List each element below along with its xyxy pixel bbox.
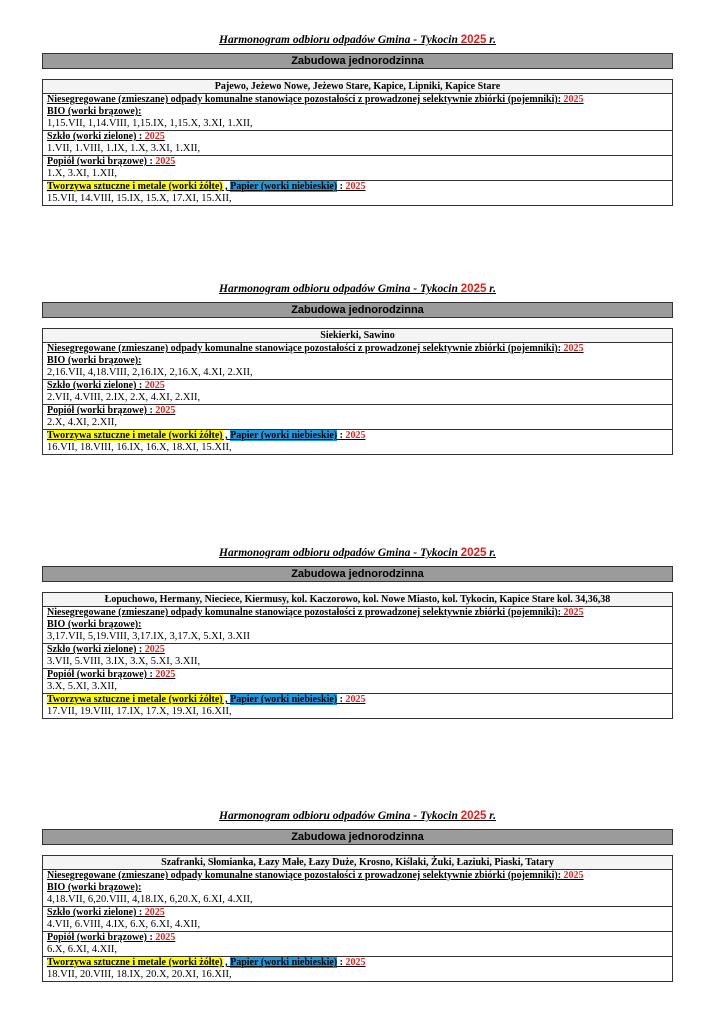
bio-dates: 1,15.VII, 1,14.VIII, 1,15.IX, 1,15.X, 3.XI, 1.XII, <box>47 118 253 129</box>
mixed-bio-row <box>43 343 672 380</box>
schedule-title: Harmonogram odbioru odpadów Gmina - Tykocin 2025 r. <box>219 283 496 295</box>
mixed-bio-row <box>43 607 672 644</box>
bio-label: BIO (worki brązowe): <box>47 882 142 893</box>
glass-label: Szkło (worki zielone) : 2025 <box>47 131 165 142</box>
ash-row <box>43 669 672 694</box>
ash-dates: 2.X, 4.XI, 2.XII, <box>47 417 117 428</box>
plastic-label: Tworzywa sztuczne i metale (worki żółte) <box>47 181 223 192</box>
bio-dates: 2,16.VII, 4,18.VIII, 2,16.IX, 2,16.X, 4.XI, 2.XII, <box>47 367 253 378</box>
glass-label: Szkło (worki zielone) : 2025 <box>47 907 165 918</box>
plastic-paper-row <box>43 181 672 205</box>
housing-type-bar: Zabudowa jednorodzinna <box>42 302 673 318</box>
plastic-paper-label: Tworzywa sztuczne i metale (worki żółte) , Papier (worki niebieskie) : 2025 <box>47 430 366 441</box>
plastic-paper-row <box>43 430 672 454</box>
glass-row <box>43 907 672 932</box>
ash-row <box>43 156 672 181</box>
ash-label: Popiół (worki brązowe) : 2025 <box>47 156 176 167</box>
mixed-waste-label: Niesegregowane (zmieszane) odpady komunalne stanowiące pozostałości z prowadzonej selektywnie zbiórki (pojemniki): 2025 <box>47 343 584 354</box>
villages-row: Siekierki, Sawino <box>43 329 672 343</box>
glass-dates: 1.VII, 1.VIII, 1.IX, 1.X, 3.XI, 1.XII, <box>47 143 201 154</box>
mixed-waste-label: Niesegregowane (zmieszane) odpady komunalne stanowiące pozostałości z prowadzonej selektywnie zbiórki (pojemniki): 2025 <box>47 94 584 105</box>
mixed-bio-row <box>43 94 672 131</box>
housing-type-bar: Zabudowa jednorodzinna <box>42 53 673 69</box>
paper-label: Papier (worki niebieskie) <box>230 430 338 441</box>
plastic-label: Tworzywa sztuczne i metale (worki żółte) <box>47 430 223 441</box>
bio-dates: 4,18.VII, 6,20.VIII, 4,18.IX, 6,20.X, 6.XI, 4.XII, <box>47 894 253 905</box>
schedule-table <box>42 592 673 719</box>
glass-row <box>43 644 672 669</box>
housing-type-bar: Zabudowa jednorodzinna <box>42 566 673 582</box>
ash-row <box>43 932 672 957</box>
plastic-dates: 17.VII, 19.VIII, 17.IX, 17.X, 19.XI, 16.XII, <box>47 706 232 717</box>
bio-label: BIO (worki brązowe): <box>47 355 142 366</box>
glass-dates: 4.VII, 6.VIII, 4.IX, 6.X, 6.XI, 4.XII, <box>47 919 201 930</box>
plastic-dates: 15.VII, 14.VIII, 15.IX, 15.X, 17.XI, 15.XII, <box>47 193 232 204</box>
bio-label: BIO (worki brązowe): <box>47 619 142 630</box>
mixed-bio-row <box>43 870 672 907</box>
villages-row: Pajewo, Jeżewo Nowe, Jeżewo Stare, Kapice, Lipniki, Kapice Stare <box>43 80 672 94</box>
plastic-dates: 18.VII, 20.VIII, 18.IX, 20.X, 20.XI, 16.XII, <box>47 969 232 980</box>
plastic-paper-row <box>43 957 672 981</box>
bio-label: BIO (worki brązowe): <box>47 106 142 117</box>
villages-row: Łopuchowo, Hermany, Nieciece, Kiermusy, kol. Kaczorowo, kol. Nowe Miasto, kol. Tykocin, Kapice Stare kol. 34,36,38 <box>43 593 672 607</box>
schedule-block <box>42 282 673 455</box>
ash-dates: 6.X, 6.XI, 4.XII, <box>47 944 117 955</box>
glass-label: Szkło (worki zielone) : 2025 <box>47 380 165 391</box>
schedule-title: Harmonogram odbioru odpadów Gmina - Tykocin 2025 r. <box>219 34 496 46</box>
schedule-table <box>42 855 673 982</box>
paper-label: Papier (worki niebieskie) <box>230 957 338 968</box>
schedule-title: Harmonogram odbioru odpadów Gmina - Tykocin 2025 r. <box>219 547 496 559</box>
schedule-block <box>42 546 673 719</box>
plastic-label: Tworzywa sztuczne i metale (worki żółte) <box>47 694 223 705</box>
glass-dates: 2.VII, 4.VIII, 2.IX, 2.X, 4.XI, 2.XII, <box>47 392 201 403</box>
schedule-block <box>42 809 673 982</box>
plastic-paper-label: Tworzywa sztuczne i metale (worki żółte) , Papier (worki niebieskie) : 2025 <box>47 957 366 968</box>
paper-label: Papier (worki niebieskie) <box>230 694 338 705</box>
mixed-waste-label: Niesegregowane (zmieszane) odpady komunalne stanowiące pozostałości z prowadzonej selektywnie zbiórki (pojemniki): 2025 <box>47 870 584 881</box>
villages-row: Szafranki, Słomianka, Łazy Małe, Łazy Duże, Krosno, Kiślaki, Żuki, Łaziuki, Piaski, Tatary <box>43 856 672 870</box>
schedule-block <box>42 33 673 206</box>
ash-row <box>43 405 672 430</box>
schedule-table <box>42 79 673 206</box>
ash-dates: 3.X, 5.XI, 3.XII, <box>47 681 117 692</box>
glass-row <box>43 131 672 156</box>
glass-label: Szkło (worki zielone) : 2025 <box>47 644 165 655</box>
ash-label: Popiół (worki brązowe) : 2025 <box>47 405 176 416</box>
ash-label: Popiół (worki brązowe) : 2025 <box>47 669 176 680</box>
schedule-title: Harmonogram odbioru odpadów Gmina - Tykocin 2025 r. <box>219 810 496 822</box>
schedule-table <box>42 328 673 455</box>
bio-dates: 3,17.VII, 5,19.VIII, 3,17.IX, 3,17.X, 5.XI, 3.XII <box>47 631 250 642</box>
ash-label: Popiół (worki brązowe) : 2025 <box>47 932 176 943</box>
plastic-paper-label: Tworzywa sztuczne i metale (worki żółte) , Papier (worki niebieskie) : 2025 <box>47 181 366 192</box>
glass-dates: 3.VII, 5.VIII, 3.IX, 3.X, 5.XI, 3.XII, <box>47 656 201 667</box>
plastic-paper-label: Tworzywa sztuczne i metale (worki żółte) , Papier (worki niebieskie) : 2025 <box>47 694 366 705</box>
housing-type-bar: Zabudowa jednorodzinna <box>42 829 673 845</box>
plastic-paper-row <box>43 694 672 718</box>
glass-row <box>43 380 672 405</box>
plastic-dates: 16.VII, 18.VIII, 16.IX, 16.X, 18.XI, 15.XII, <box>47 442 232 453</box>
mixed-waste-label: Niesegregowane (zmieszane) odpady komunalne stanowiące pozostałości z prowadzonej selektywnie zbiórki (pojemniki): 2025 <box>47 607 584 618</box>
ash-dates: 1.X, 3.XI, 1.XII, <box>47 168 117 179</box>
plastic-label: Tworzywa sztuczne i metale (worki żółte) <box>47 957 223 968</box>
paper-label: Papier (worki niebieskie) <box>230 181 338 192</box>
